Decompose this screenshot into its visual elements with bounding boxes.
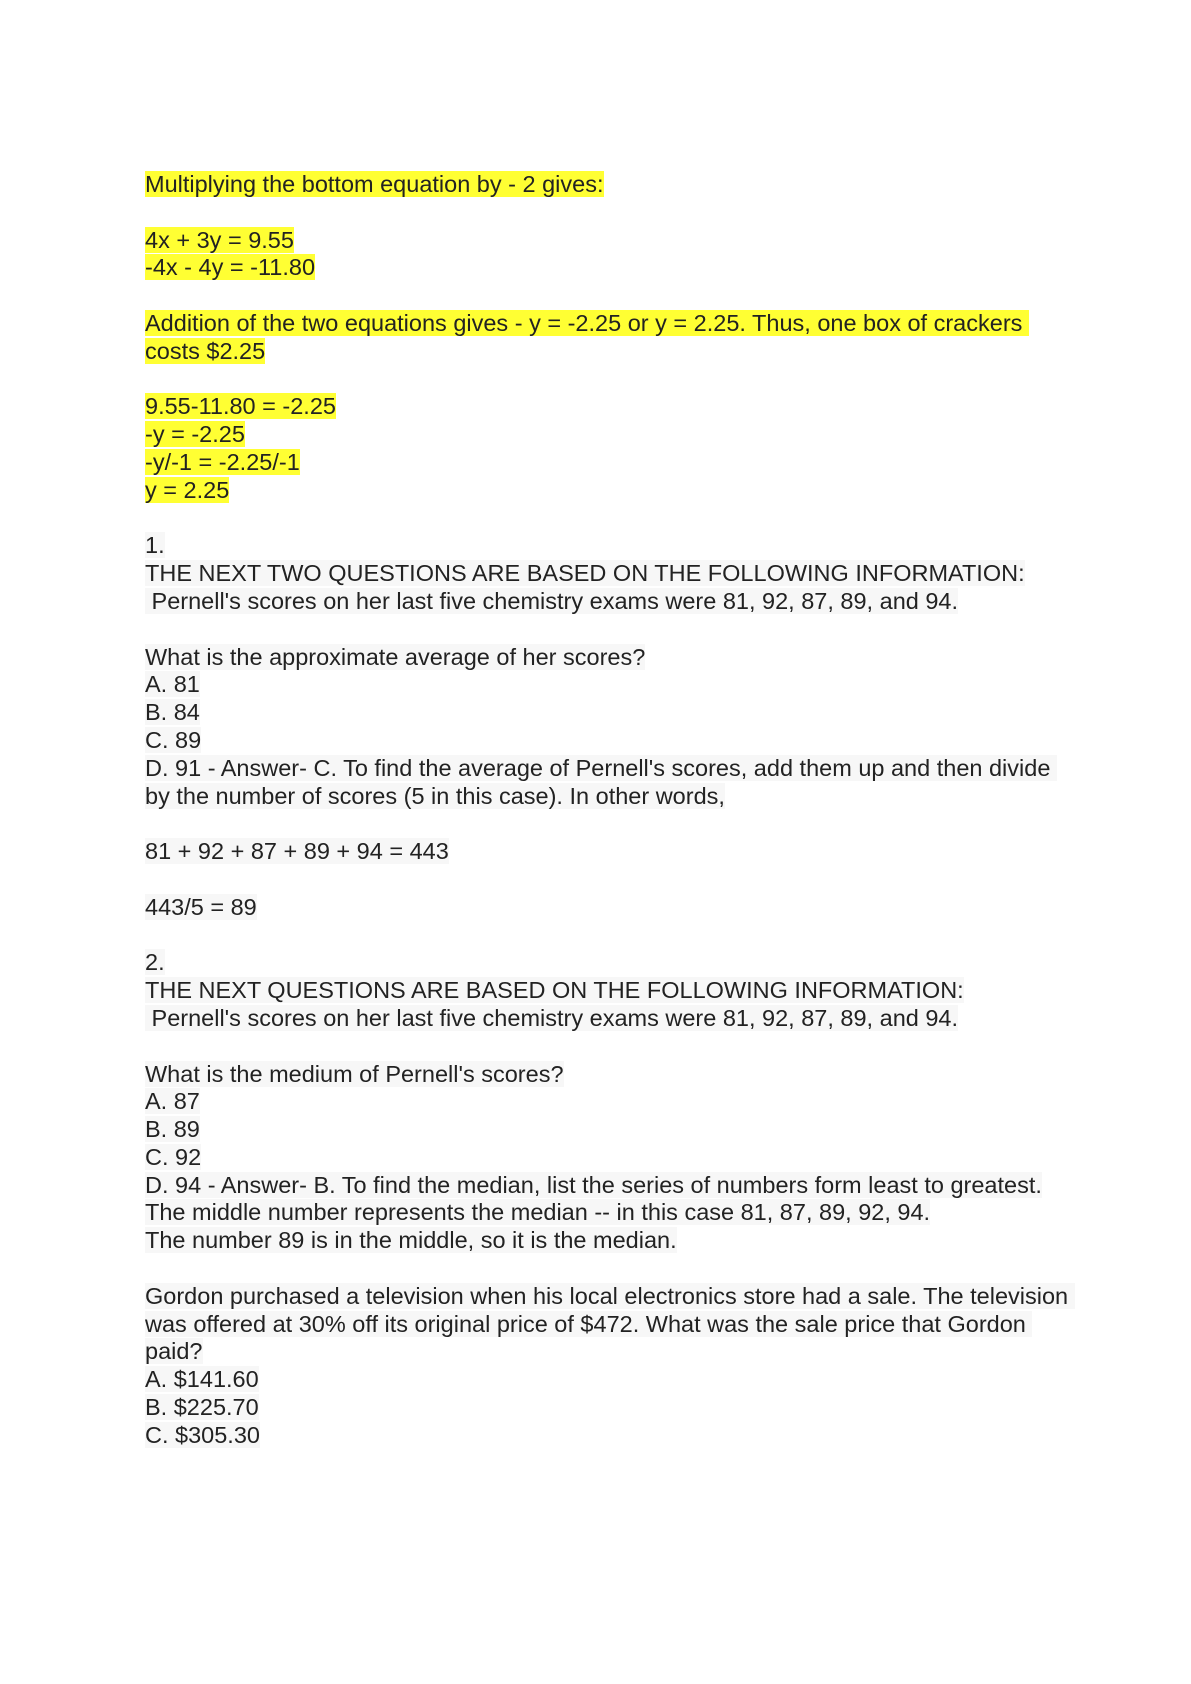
answer-option: C. $305.30 — [145, 1421, 260, 1448]
answer-option: B. $225.70 — [145, 1394, 259, 1421]
median-explanation-1: The middle number represents the median -- in this case 81, 87, 89, 92, 94. — [145, 1199, 931, 1226]
question-number: 2. — [145, 949, 165, 976]
highlighted-solution — [145, 171, 1075, 505]
answer-explanation: D. 91 - Answer- C. To find the average of Pernell's scores, add them up and then divide by the number of scores (5 in this case). In other words, — [145, 754, 1057, 809]
calculation-sum: 81 + 92 + 87 + 89 + 94 = 443 — [145, 838, 449, 865]
work-line: 9.55-11.80 = -2.25 — [145, 393, 336, 420]
answer-option: B. 89 — [145, 1116, 200, 1143]
question-3 — [145, 1283, 1075, 1450]
question-text: Gordon purchased a television when his local electronics store had a sale. The television was offered at 30% off its original price of $472. What was the sale price that Gordon paid? — [145, 1282, 1075, 1365]
answer-option: A. 87 — [145, 1088, 200, 1115]
question-text: What is the approximate average of her scores? — [145, 643, 646, 670]
work-line: -y = -2.25 — [145, 421, 245, 448]
solution-intro: Multiplying the bottom equation by - 2 gives: — [145, 171, 604, 197]
answer-option: B. 84 — [145, 699, 200, 726]
calculation-average: 443/5 = 89 — [145, 893, 257, 920]
work-line: y = 2.25 — [145, 476, 230, 503]
answer-option: A. $141.60 — [145, 1366, 259, 1393]
answer-option: C. 89 — [145, 726, 202, 753]
equation-2: -4x - 4y = -11.80 — [145, 254, 316, 281]
question-info: Pernell's scores on her last five chemistry exams were 81, 92, 87, 89, and 94. — [145, 587, 959, 614]
document-page — [145, 171, 1075, 1450]
answer-explanation: D. 94 - Answer- B. To find the median, list the series of numbers form least to greatest. — [145, 1171, 1042, 1198]
equation-1: 4x + 3y = 9.55 — [145, 226, 294, 253]
question-2 — [145, 949, 1075, 1255]
answer-option: C. 92 — [145, 1143, 202, 1170]
question-header: THE NEXT QUESTIONS ARE BASED ON THE FOLLOWING INFORMATION: — [145, 977, 964, 1004]
question-1 — [145, 532, 1075, 921]
question-header: THE NEXT TWO QUESTIONS ARE BASED ON THE FOLLOWING INFORMATION: — [145, 560, 1025, 587]
question-info: Pernell's scores on her last five chemistry exams were 81, 92, 87, 89, and 94. — [145, 1004, 959, 1031]
question-number: 1. — [145, 532, 165, 559]
question-text: What is the medium of Pernell's scores? — [145, 1060, 564, 1087]
median-explanation-2: The number 89 is in the middle, so it is the median. — [145, 1227, 677, 1254]
answer-option: A. 81 — [145, 671, 200, 698]
work-line: -y/-1 = -2.25/-1 — [145, 448, 300, 475]
addition-explanation: Addition of the two equations gives - y = -2.25 or y = 2.25. Thus, one box of crackers costs $2.25 — [145, 309, 1029, 364]
